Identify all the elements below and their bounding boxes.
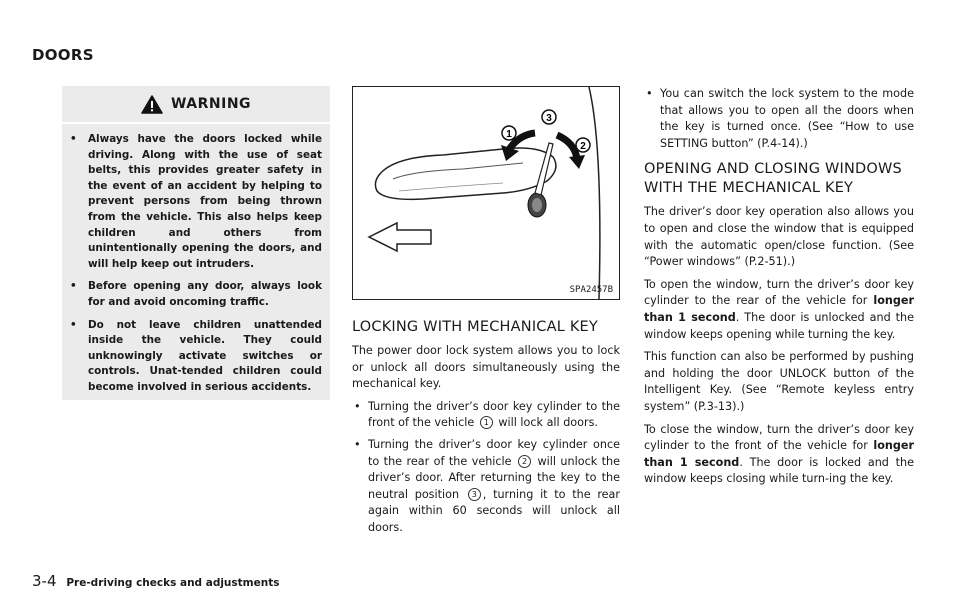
windows-paragraph-1: The driver’s door key operation also allows you to open and close the window that is equipped with the automatic open/close function. (See “Power windows” (P.2-51).)	[644, 205, 914, 269]
page-number: 3-4	[32, 572, 57, 590]
windows-section	[644, 86, 914, 494]
locking-bullet-2: • Turning the driver’s door key cylinder once to the rear of the vehicle 2 will unlock the driver’s door. After returning the key to the neutral position 3 , turning it to the rear again within 60 seconds will unlock all doors.	[352, 437, 620, 537]
figure-code: SPA2457B	[569, 285, 613, 295]
warning-title: WARNING	[170, 96, 252, 112]
locking-section	[352, 318, 620, 542]
windows-title-line1: OPENING AND CLOSING WINDOWS	[644, 161, 902, 178]
warning-header	[62, 86, 330, 124]
warning-item: • Before opening any door, always look for and avoid oncoming traffic.	[62, 279, 322, 310]
callout-2-inline: 2	[518, 455, 531, 468]
svg-text:3: 3	[546, 113, 552, 124]
svg-text:2: 2	[580, 141, 586, 152]
warning-box	[62, 86, 330, 400]
warning-triangle-icon	[141, 95, 163, 114]
page-footer	[32, 572, 279, 590]
locking-bullet-1: • Turning the driver’s door key cylinder to the front of the vehicle 1 will lock all doors.	[352, 399, 620, 432]
footer-title: Pre-driving checks and adjustments	[66, 577, 280, 589]
locking-intro: The power door lock system allows you to lock or unlock all doors simultaneously using the mechanical key.	[352, 344, 620, 391]
warning-item: • Always have the doors locked while driving. Along with the use of seat belts, this provides greater safety in the event of an accident by helping to prevent persons from being thrown from the vehicle. This also helps keep children and others from unintentionally opening the doors, and will help keep out intruders.	[62, 132, 322, 272]
front-arrow-icon	[369, 223, 431, 251]
callout-3-inline: 3	[468, 488, 481, 501]
section-header: DOORS	[32, 46, 94, 64]
warning-item: • Do not leave children unattended inside the vehicle. They could unknowingly activate switches or controls. Unat-tended children could become involved in serious accidents.	[62, 318, 322, 396]
door-handle-figure	[352, 86, 620, 300]
warning-list	[62, 124, 330, 396]
door-handle-illustration	[353, 87, 619, 299]
setting-bullet: • You can switch the lock system to the mode that allows you to open all the doors when the key is turned once. (See “How to use SETTING button” (P.4-14).)	[644, 86, 914, 152]
windows-paragraph-4: To close the window, turn the driver’s door key cylinder to the front of the vehicle for longer than 1 second. The door is locked and the window keeps closing while turn-ing the key.	[644, 422, 915, 486]
windows-paragraph-3: This function can also be performed by pushing and holding the door UNLOCK button of the Intelligent Key. (See “Remote keyless entry system” (P.3-13).)	[644, 350, 914, 413]
locking-title: LOCKING WITH MECHANICAL KEY	[352, 319, 598, 335]
callout-1-inline: 1	[480, 416, 493, 429]
windows-title-line2: WITH THE MECHANICAL KEY	[644, 180, 854, 197]
windows-paragraph-2: To open the window, turn the driver’s door key cylinder to the rear of the vehicle for longer than 1 second. The door is unlocked and the window keeps opening while turning the key.	[644, 277, 914, 341]
svg-text:1: 1	[506, 129, 512, 140]
